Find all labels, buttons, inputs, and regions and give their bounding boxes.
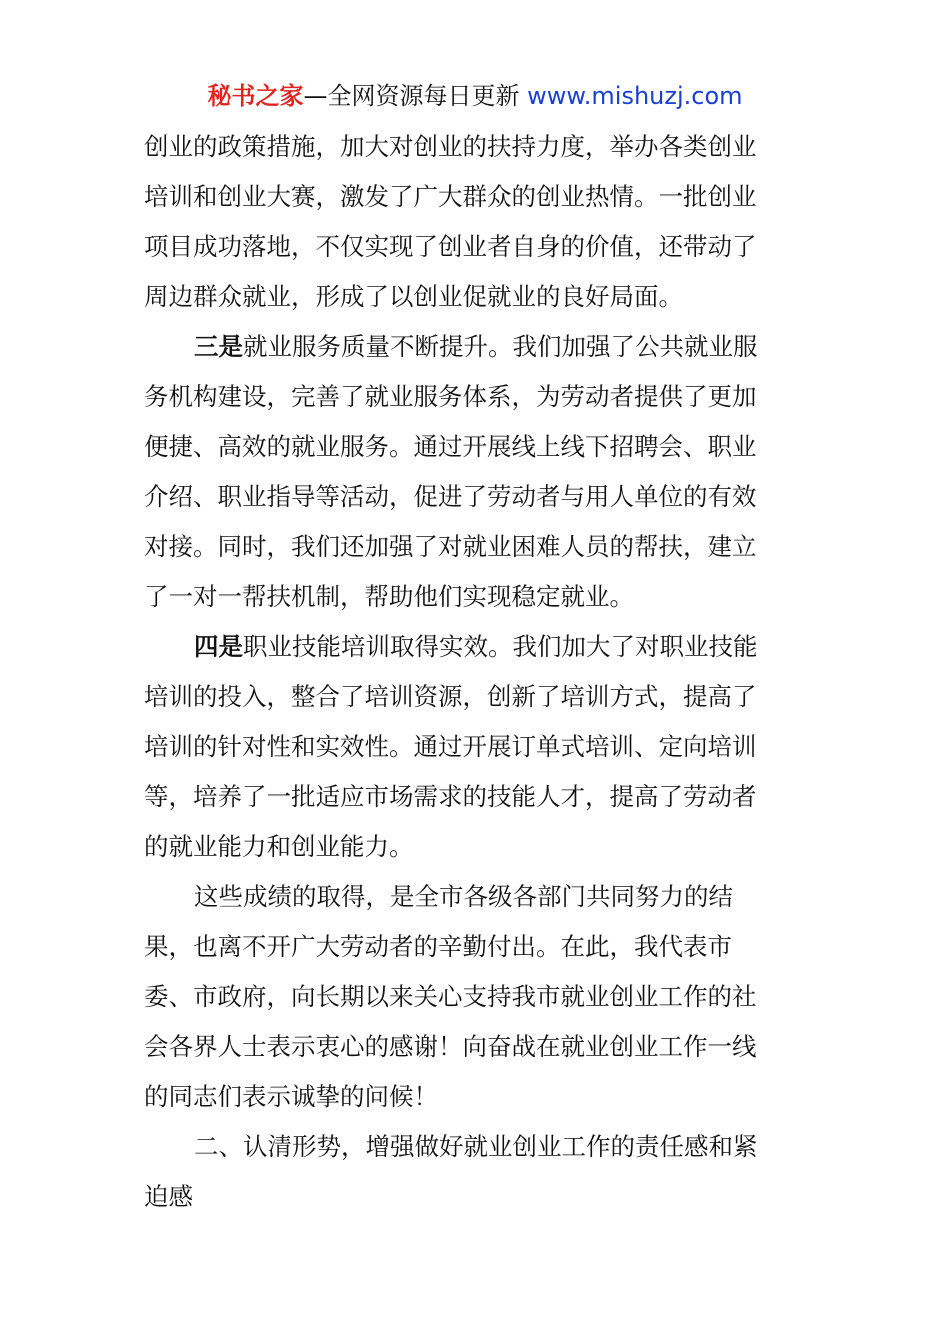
- text-line: 培训的针对性和实效性。通过开展订单式培训、定向培训: [144, 732, 757, 761]
- text-line: 便捷、高效的就业服务。通过开展线上线下招聘会、职业: [144, 432, 757, 461]
- text-line: [144, 622, 806, 672]
- paragraph-3: [144, 622, 806, 872]
- paragraph-lead: 三是: [194, 332, 243, 361]
- paragraph-1: [144, 122, 806, 322]
- text-line: 会各界人士表示衷心的感谢！向奋战在就业创业工作一线: [144, 1032, 757, 1061]
- text-line: 等，培养了一批适应市场需求的技能人才，提高了劳动者: [144, 782, 757, 811]
- text-line: 项目成功落地，不仅实现了创业者自身的价值，还带动了: [144, 232, 757, 261]
- text-line: [144, 322, 806, 372]
- section-heading: [144, 1122, 806, 1222]
- paragraph-text: 就业服务质量不断提升。我们加强了公共就业服: [243, 332, 758, 361]
- site-url[interactable]: www.mishuzj.com: [527, 82, 743, 110]
- site-brand: 秘书之家: [207, 82, 304, 110]
- text-line: 周边群众就业，形成了以创业促就业的良好局面。: [144, 282, 683, 311]
- text-line: 迫感: [144, 1182, 193, 1211]
- text-line: 的同志们表示诚挚的问候！: [144, 1082, 438, 1111]
- paragraph-2: [144, 322, 806, 622]
- text-line: 这些成绩的取得，是全市各级各部门共同努力的结: [194, 882, 733, 911]
- site-tagline: —全网资源每日更新: [303, 82, 528, 110]
- text-line: 培训的投入，整合了培训资源，创新了培训方式，提高了: [144, 682, 757, 711]
- text-line: 介绍、职业指导等活动，促进了劳动者与用人单位的有效: [144, 482, 757, 511]
- text-line: 务机构建设，完善了就业服务体系，为劳动者提供了更加: [144, 382, 757, 411]
- page-header: [0, 80, 950, 112]
- text-line: 的就业能力和创业能力。: [144, 832, 414, 861]
- paragraph-4: [144, 872, 806, 1122]
- text-line: 委、市政府，向长期以来关心支持我市就业创业工作的社: [144, 982, 757, 1011]
- text-line: 了一对一帮扶机制，帮助他们实现稳定就业。: [144, 582, 634, 611]
- text-line: 二、认清形势，增强做好就业创业工作的责任感和紧: [194, 1132, 758, 1161]
- text-line: 果，也离不开广大劳动者的辛勤付出。在此，我代表市: [144, 932, 732, 961]
- paragraph-text: 职业技能培训取得实效。我们加大了对职业技能: [243, 632, 758, 661]
- text-line: 培训和创业大赛，激发了广大群众的创业热情。一批创业: [144, 182, 757, 211]
- text-line: 创业的政策措施，加大对创业的扶持力度，举办各类创业: [144, 132, 757, 161]
- document-body: [144, 122, 806, 1222]
- paragraph-lead: 四是: [194, 632, 243, 661]
- text-line: 对接。同时，我们还加强了对就业困难人员的帮扶，建立: [144, 532, 757, 561]
